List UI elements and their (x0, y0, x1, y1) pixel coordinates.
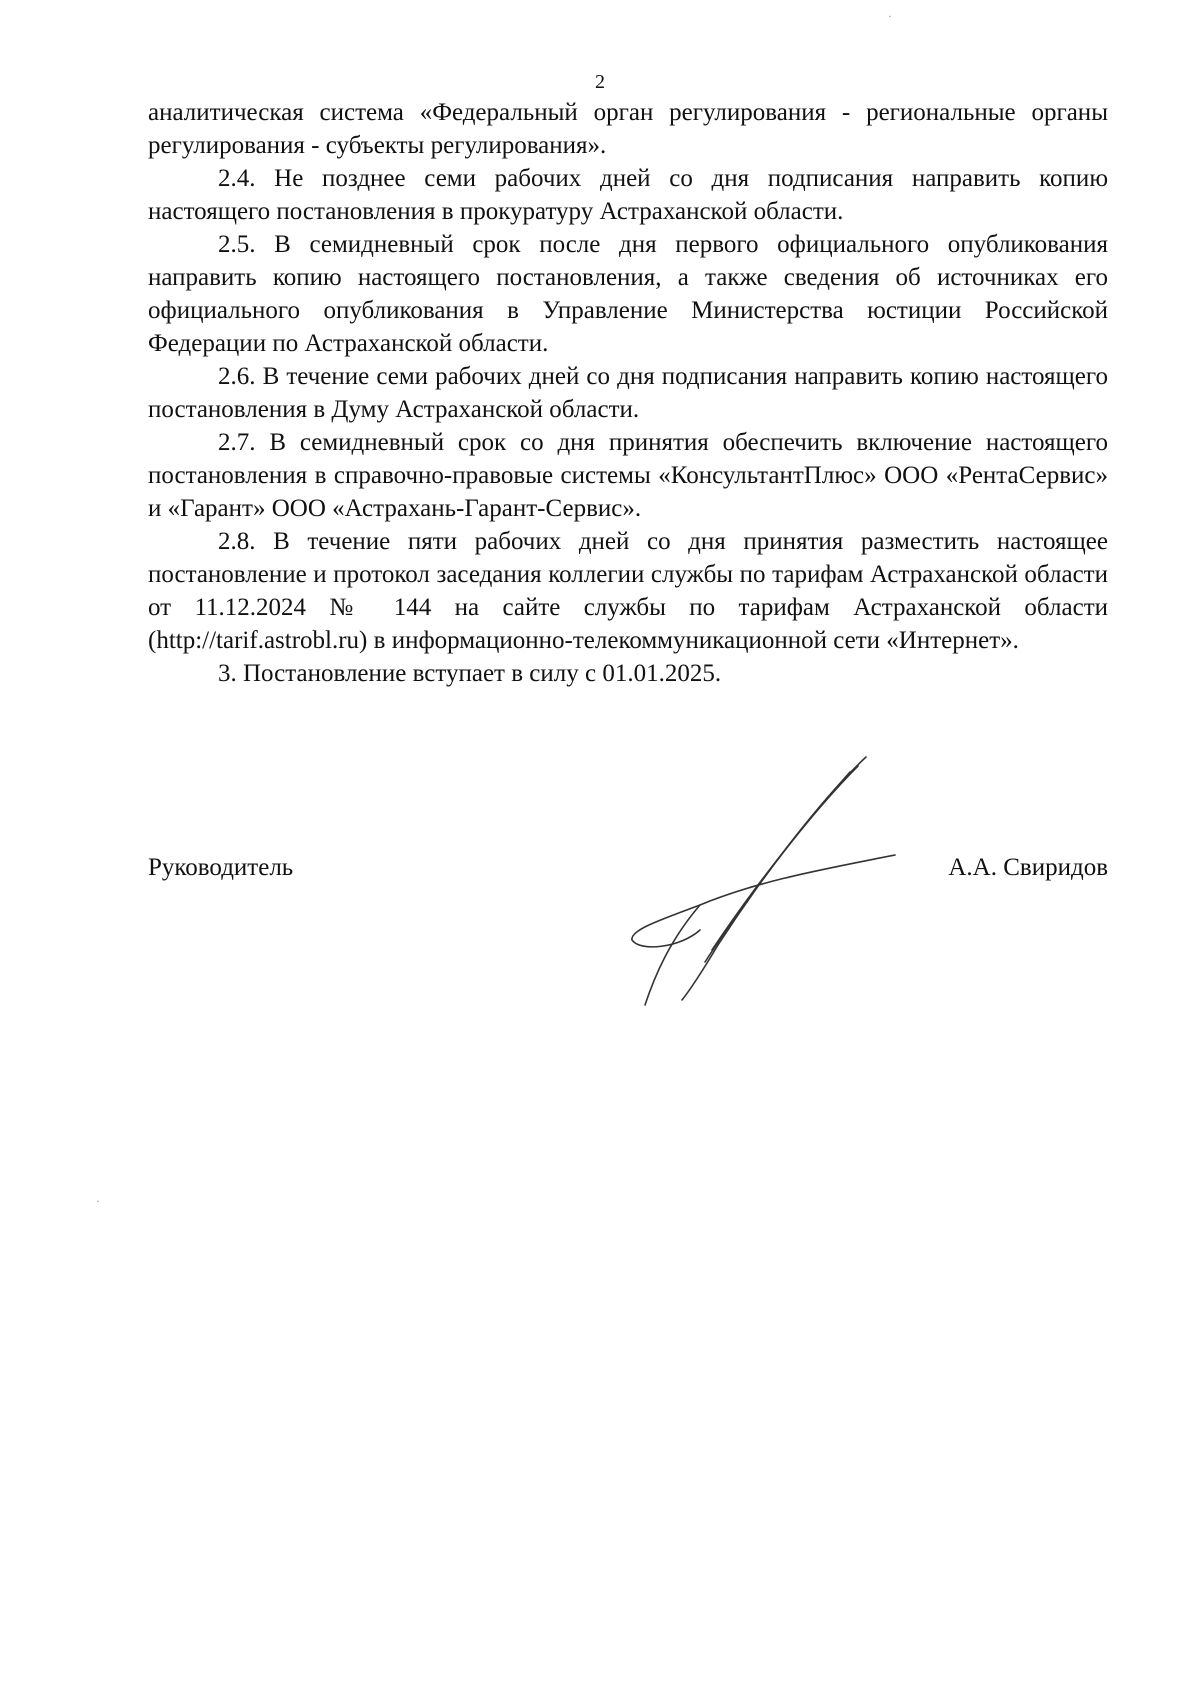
paragraph-continuation: аналитическая система «Федеральный орган регулирования - региональные органы регулирования - субъекты регулирования». (148, 99, 1108, 159)
document-body (148, 96, 1108, 690)
paragraph-2-8: 2.8. В течение пяти рабочих дней со дня принятия разместить настоящее постановление и протокол заседания коллегии службы по тарифам Астраханской области от 11.12.2024 № 144 на сайте службы по тарифам Астраханской области (http://tarif.astrobl.ru) в информационно-телекоммуникационной сети «Интернет». (148, 528, 1108, 654)
scan-speck: · (96, 1194, 100, 1208)
signatory-name: А.А. Свиридов (948, 854, 1108, 881)
page-number: 2 (595, 71, 605, 93)
paragraph-2-7: 2.7. В семидневный срок со дня принятия обеспечить включение настоящего постановления в справочно-правовые системы «КонсультантПлюс» ООО «РентаСервис» и «Гарант» ООО «Астрахань-Гарант-Сервис». (148, 429, 1108, 522)
paragraph-2-5: 2.5. В семидневный срок после дня первого официального опубликования направить копию настоящего постановления, а также сведения об источниках его официального опубликования в Управление Министерства юстиции Российской Федерации по Астраханской области. (148, 231, 1108, 357)
signatory-position: Руководитель (148, 854, 294, 881)
scan-speck: · (888, 9, 892, 23)
paragraph-2-4: 2.4. Не позднее семи рабочих дней со дня подписания направить копию настоящего постановления в прокуратуру Астраханской области. (148, 165, 1108, 225)
paragraph-2-6: 2.6. В течение семи рабочих дней со дня подписания направить копию настоящего постановления в Думу Астраханской области. (148, 363, 1108, 423)
paragraph-3: 3. Постановление вступает в силу с 01.01.2025. (218, 660, 722, 687)
